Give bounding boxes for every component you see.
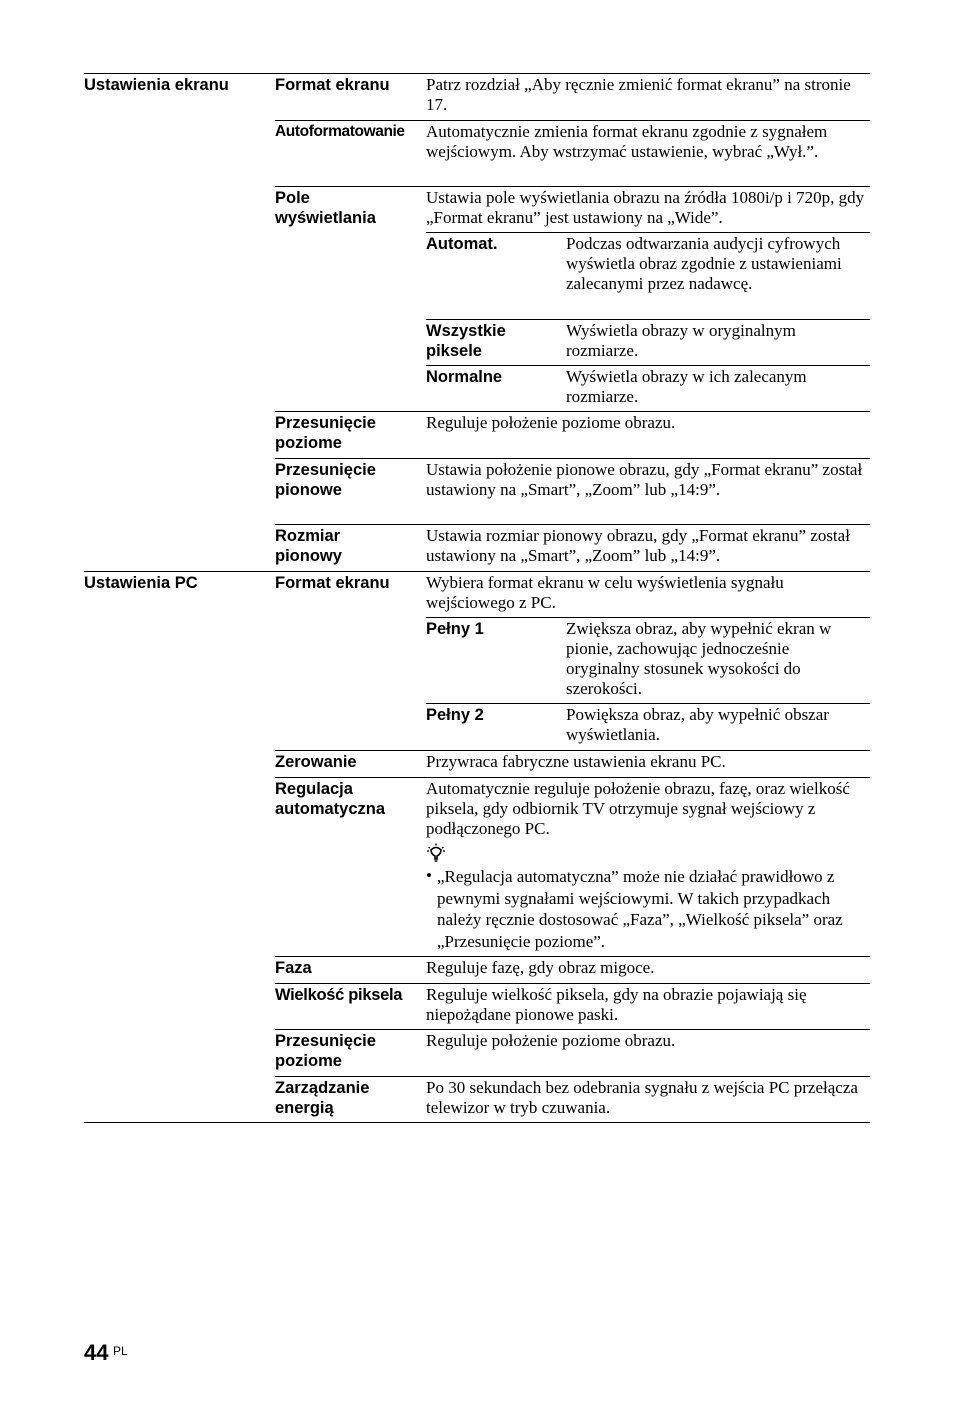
setting-label: Rozmiar pionowy	[275, 527, 342, 565]
option-divider	[426, 617, 870, 618]
section-label-screen: Ustawienia ekranu	[84, 76, 229, 94]
option-divider	[426, 365, 870, 366]
setting-label: Przesunięcie pionowe	[275, 461, 376, 499]
option-label: Pełny 1	[426, 620, 484, 638]
setting-description: Wybiera format ekranu w celu wyświetlenia sygnału wejściowego z PC.	[426, 573, 784, 612]
option-label: Wszystkie piksele	[426, 322, 506, 360]
row-divider	[275, 458, 870, 459]
row-divider	[275, 524, 870, 525]
setting-description: Reguluje położenie poziome obrazu.	[426, 413, 676, 432]
setting-description: Reguluje położenie poziome obrazu.	[426, 1031, 676, 1050]
section-divider	[84, 571, 870, 572]
option-label: Normalne	[426, 368, 503, 386]
section-label-pc: Ustawienia PC	[84, 574, 198, 592]
option-divider	[426, 319, 870, 320]
row-divider	[275, 186, 870, 187]
setting-description: Ustawia położenie pionowe obrazu, gdy „Format ekranu” został ustawiony na „Smart”, „Zoom” lub „14:9”.	[426, 460, 863, 499]
setting-description: Automatycznie zmienia format ekranu zgodnie z sygnałem wejściowym. Aby wstrzymać ustawienie, wybrać „Wył.”.	[426, 122, 828, 161]
setting-label: Pole wyświetlania	[275, 189, 376, 227]
page-language: PL	[113, 1344, 128, 1358]
row-divider	[275, 1076, 870, 1077]
setting-description: Reguluje fazę, gdy obraz migoce.	[426, 958, 655, 977]
tip-bullet: •	[426, 866, 432, 885]
setting-description: Ustawia pole wyświetlania obrazu na źródła 1080i/p i 720p, gdy „Format ekranu” jest ustawiony na „Wide”.	[426, 188, 865, 227]
table-top-rule	[84, 73, 870, 74]
setting-label: Zarządzanie energią	[275, 1079, 370, 1117]
option-label: Automat.	[426, 235, 498, 253]
setting-label: Autoformatowanie	[275, 123, 405, 140]
setting-label: Przesunięcie poziome	[275, 1032, 376, 1070]
setting-label: Format ekranu	[275, 76, 390, 94]
setting-label: Zerowanie	[275, 753, 357, 771]
option-description: Wyświetla obrazy w ich zalecanym rozmiarze.	[566, 367, 807, 406]
setting-description: Ustawia rozmiar pionowy obrazu, gdy „Format ekranu” został ustawiony na „Smart”, „Zoom” lub „14:9”.	[426, 526, 850, 565]
row-divider	[275, 983, 870, 984]
setting-label: Faza	[275, 959, 312, 977]
setting-description: Przywraca fabryczne ustawienia ekranu PC.	[426, 752, 726, 771]
row-divider	[275, 120, 870, 121]
setting-label: Regulacja automatyczna	[275, 780, 386, 818]
setting-description: Patrz rozdział „Aby ręcznie zmienić format ekranu” na stronie 17.	[426, 75, 851, 114]
option-description: Wyświetla obrazy w oryginalnym rozmiarze.	[566, 321, 796, 360]
option-description: Zwiększa obraz, aby wypełnić ekran w pionie, zachowując jednocześnie oryginalny stosunek wysokości do szerokości.	[566, 619, 832, 698]
setting-label: Format ekranu	[275, 574, 390, 592]
tip-text: „Regulacja automatyczna” może nie działać prawidłowo z pewnymi sygnałami wejściowymi. W takich przypadkach należy ręcznie dostosować „Faza”, „Wielkość piksela” oraz „Przesunięcie poziome”.	[437, 867, 843, 951]
setting-description: Po 30 sekundach bez odebrania sygnału z wejścia PC przełącza telewizor w tryb czuwania.	[426, 1078, 858, 1117]
option-description: Powiększa obraz, aby wypełnić obszar wyświetlania.	[566, 705, 829, 744]
row-divider	[275, 750, 870, 751]
lightbulb-hint-icon	[426, 843, 446, 865]
option-divider	[426, 232, 870, 233]
row-divider	[275, 956, 870, 957]
setting-label: Przesunięcie poziome	[275, 414, 376, 452]
option-label: Pełny 2	[426, 706, 484, 724]
setting-description: Reguluje wielkość piksela, gdy na obrazie pojawiają się niepożądane pionowe paski.	[426, 985, 807, 1024]
row-divider	[275, 1029, 870, 1030]
table-bottom-rule	[84, 1122, 870, 1123]
row-divider	[275, 411, 870, 412]
option-description: Podczas odtwarzania audycji cyfrowych wyświetla obraz zgodnie z ustawieniami zalecanymi przez nadawcę.	[566, 234, 842, 293]
row-divider	[275, 777, 870, 778]
option-divider	[426, 703, 870, 704]
page-number: 44	[84, 1340, 109, 1365]
setting-description: Automatycznie reguluje położenie obrazu, fazę, oraz wielkość piksela, gdy odbiornik TV otrzymuje sygnał wejściowy z podłączonego PC.	[426, 779, 850, 838]
setting-label: Wielkość piksela	[275, 986, 403, 1004]
